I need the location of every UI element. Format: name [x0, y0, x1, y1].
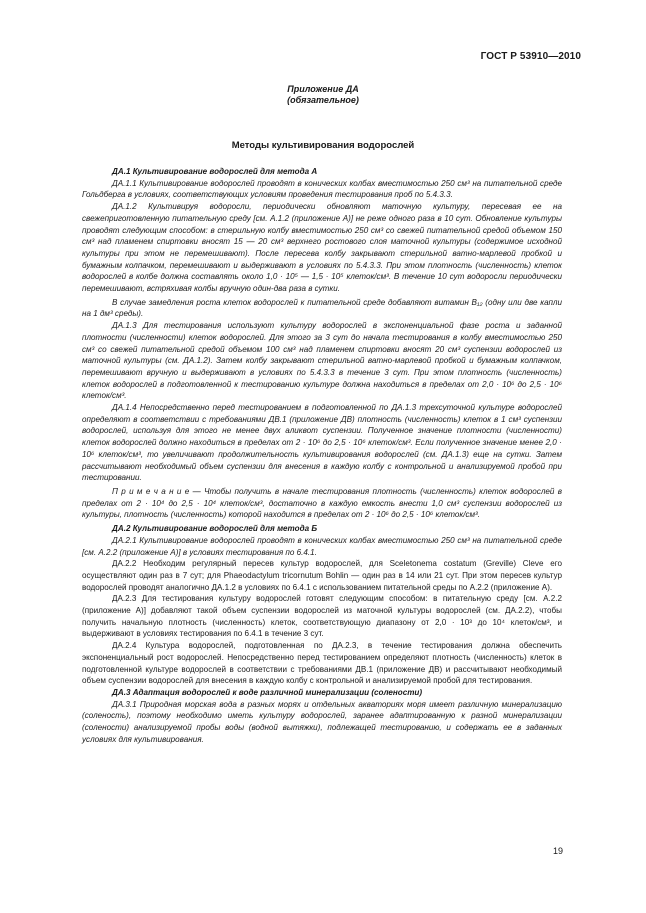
paragraph-da-2-3: ДА.2.3 Для тестирования культуру водорослей готовят следующим способом: в питательную среду [см. А.2.2 (приложение А)] добавляют такой объем суспензии водорослей из маточной культуры водорослей (см. ДА.2.2), чтобы получить начальную плотность (численность) клеток, соответствующую диапазону от 2,0 · 10³ до 10⁴ клеток/см³, и выдерживают в условиях тестирования по 6.4.1 в течение 3 сут. — [82, 594, 562, 639]
section-heading-da3: ДА.3 Адаптация водорослей к воде различной минерализации (солености) — [112, 687, 423, 697]
appendix-heading — [0, 84, 646, 106]
section-heading-da2: ДА.2 Культивирование водорослей для метода Б — [112, 524, 318, 534]
paragraph-da-3-1: ДА.3.1 Природная морская вода в разных морях и отдельных акваториях моря имеет различную минерализацию (соленость), поэтому необходимо иметь культуру водорослей, заранее адаптированную к разной минерализации (солености) анализируемой пробы воды (водной вытяжки), подлежащей тестированию, и содержать ее в заданных условиях для культивирования. — [82, 699, 562, 744]
paragraph-da-2-2: ДА.2.2 Необходим регулярный пересев культур водорослей, для Sceletonema costatum (Greville) Cleve его осуществляют один раз в 7 сут; для Phaeodactylum tricornutum Bohlin — один раз в 14 или 21 сут. При этом пересев культур водорослей проводят аналогично ДА.1.2 в условиях по 6.4.1 с использованием питательной среды по А.2.2 (приложение А). — [82, 559, 562, 592]
appendix-title: Приложение ДА — [287, 84, 359, 94]
section-heading-da1: ДА.1 Культивирование водорослей для метода А — [112, 167, 318, 176]
paragraph-da-2-4: ДА.2.4 Культура водорослей, подготовленная по ДА.2.3, в течение тестирования должна обеспечить экспоненциальный рост водорослей. Непосредственно перед тестированием определяют плотность (численность) клеток в подготовленной культуре водорослей в соответствии с требованиями ДВ.1 (приложение ДВ) и рассчитывают необходимый объем суспензии водорослей для внесения в каждую колбу с контрольной и анализируемой пробой для тестирования. — [82, 641, 562, 686]
paragraph-note: П р и м е ч а н и е — Чтобы получить в начале тестирования плотность (численность) клеток водорослей в пределах от 2 · 10⁴ до 2,5 · 10⁴ клеток/см³, достаточно в каждую емкость внести 1,0 см³ суспензии водорослей из культуры, плотность (численность) которой находится в пределах от 2 · 10⁶ до 2,5 · 10⁶ клеток/см³. — [82, 486, 562, 520]
paragraph-da-1-3: ДА.1.3 Для тестирования используют культуру водорослей в экспоненциальной фазе роста и заданной плотности (численности) клеток водорослей. Для этого за 3 сут до начала тестирования в колбу вместимостью 250 см³ со свежей питательной средой объемом 100 см³ над пламенем спиртовки вносят 20 см³ суспензии водорослей из маточной культуры (см. ДА.1.2). Затем колбу закрывают стерильной ватно-марлевой пробкой и бумажным колпачком, перемешивают вручную и выдерживают в условиях по 5.4.3.3 в течение 3 сут. При этом плотность (численность) клеток водорослей в подготовленной к тестированию культуре должна находиться в пределах от 2,0 · 10⁶ до 2,5 · 10⁶ клеток/см³. — [82, 321, 562, 401]
paragraph-vitamin-note: В случае замедления роста клеток водорослей к питательной среде добавляют витамин B₁₂ (одну или две капли на 1 дм³ среды). — [82, 297, 562, 319]
paragraph-da-1-2: ДА.1.2 Культивируя водоросли, периодически обновляют маточную культуру, пересевая ее на свежеприготовленную питательную среду [см. А.1.2 (приложение А)] не реже одного раза в 10 сут. Обновление культуры проводят следующим способом: в стерильную колбу вместимостью 250 см³ со свежей питательной средой объемом 150 см³ над пламенем спиртовки вносят 15 — 20 см³ верхнего ростового слоя маточной культуры (содержимое исходной культуры при этом не перемешивают). После пересева колбу закрывают стерильной ватно-марлевой пробкой и бумажным колпачком, перемешивают и выдерживают в условиях по 5.4.3.3. При этом плотность (численность) клеток водорослей в колбе должна составлять около 1,0 · 10⁵ — 1,5 · 10⁵ клеток/см³. В течение 10 сут водоросли периодически перемешивают, встряхивая колбы вручную один-два раза в сутки. — [82, 202, 562, 294]
page-number: 19 — [552, 846, 563, 856]
document-standard-header: ГОСТ Р 53910—2010 — [480, 51, 581, 62]
paragraph-da-1-4: ДА.1.4 Непосредственно перед тестированием в подготовленной по ДА.1.3 трехсуточной культуре водорослей определяют в соответствии с требованиями ДВ.1 (приложение ДВ) плотность (численность) клеток в 1 см³ суспензии водорослей, используя для этого не менее двух аликвот суспензии. Полученное значение плотности (численности) клеток водорослей должно находиться в пределах от 2 · 10⁶ до 2,5 · 10⁶ клеток/см³. Если полученное значение менее 2,0 · 10⁶ клеток/см³, то увеличивают продолжительность культивирования водорослей (см. ДА.1.3) еще на сутки. Затем рассчитывают необходимый объем суспензии для внесения в каждую колбу с контрольной и анализируемой пробой при тестировании. — [82, 403, 562, 483]
paragraph-da-1-1: ДА.1.1 Культивирование водорослей проводят в конических колбах вместимостью 250 см³ на питательной среде Гольдберга в условиях, соответствующих условиям проведения тестирования проб по 5.4.3.3. — [82, 178, 562, 200]
document-body — [82, 166, 562, 745]
appendix-subtitle: (обязательное) — [287, 95, 359, 105]
document-title: Методы культивирования водорослей — [231, 140, 415, 151]
paragraph-da-2-1: ДА.2.1 Культивирование водорослей проводят в конических колбах вместимостью 250 см³ на питательной среде [см. А.2.2 (приложение А)] в условиях тестирования по 6.4.1. — [82, 535, 562, 557]
